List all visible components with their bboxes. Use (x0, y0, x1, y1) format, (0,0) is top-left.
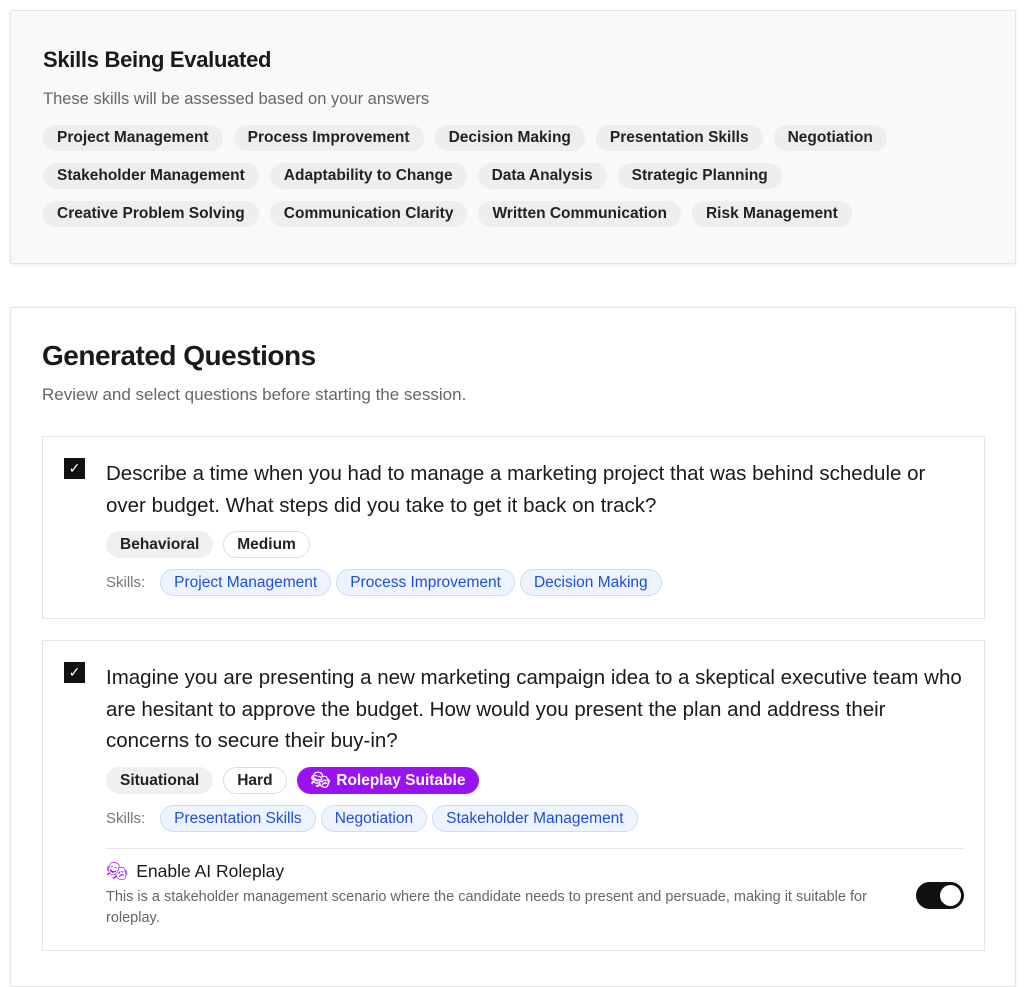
questions-card (10, 307, 1016, 987)
skills-subtitle: These skills will be assessed based on your answers (43, 90, 430, 108)
question-type-badge: Situational (106, 767, 213, 794)
skill-chip: Process Improvement (336, 569, 515, 596)
roleplay-badge (297, 767, 480, 794)
questions-subtitle: Review and select questions before starting the session. (42, 385, 467, 404)
question-card (42, 640, 985, 951)
questions-title: Generated Questions (42, 340, 316, 371)
roleplay-badge-label: Roleplay Suitable (336, 771, 466, 789)
skill-tag: Negotiation (774, 125, 887, 151)
skill-tag: Decision Making (435, 125, 585, 151)
skill-tags (43, 125, 943, 227)
skill-tag: Process Improvement (234, 125, 424, 151)
question-card (42, 436, 985, 619)
roleplay-title: Enable AI Roleplay (136, 860, 285, 881)
question-checkbox[interactable]: ✓ (64, 458, 85, 479)
question-text: Imagine you are presenting a new marketing campaign idea to a skeptical executive team who are hesitant to approve the budget. How would you present the plan and address their concerns to secure their buy-in? (106, 666, 962, 752)
skill-tag: Stakeholder Management (43, 163, 259, 189)
skill-chip: Decision Making (520, 569, 662, 596)
roleplay-section (106, 848, 964, 929)
theater-masks-icon: 🎭︎ (106, 860, 129, 881)
skill-tag: Strategic Planning (618, 163, 782, 189)
skill-tag: Creative Problem Solving (43, 201, 259, 227)
skills-label: Skills: (106, 809, 146, 827)
skill-chip: Project Management (160, 569, 331, 596)
skill-tag: Risk Management (692, 201, 852, 227)
skills-title: Skills Being Evaluated (43, 47, 272, 72)
skill-chip: Presentation Skills (160, 805, 316, 832)
skill-tag: Presentation Skills (596, 125, 763, 151)
skill-tag: Adaptability to Change (270, 163, 467, 189)
skills-label: Skills: (106, 574, 146, 591)
skill-tag: Communication Clarity (270, 201, 468, 227)
skill-tag: Data Analysis (478, 163, 607, 189)
difficulty-badge: Hard (223, 767, 286, 794)
skill-chip: Stakeholder Management (432, 805, 638, 832)
enable-roleplay-toggle[interactable] (916, 882, 964, 909)
roleplay-description: This is a stakeholder management scenario where the candidate needs to present and persuade, making it suitable for roleplay. (106, 888, 867, 926)
question-text: Describe a time when you had to manage a marketing project that was behind schedule or over budget. What steps did you take to get it back on track? (106, 462, 926, 517)
skills-card (10, 10, 1016, 264)
skill-chip: Negotiation (321, 805, 427, 832)
question-checkbox[interactable]: ✓ (64, 662, 85, 683)
theater-masks-icon: 🎭︎ (310, 771, 331, 789)
difficulty-badge: Medium (223, 531, 310, 558)
skill-tag: Project Management (43, 125, 223, 151)
skill-tag: Written Communication (478, 201, 681, 227)
question-type-badge: Behavioral (106, 531, 213, 558)
